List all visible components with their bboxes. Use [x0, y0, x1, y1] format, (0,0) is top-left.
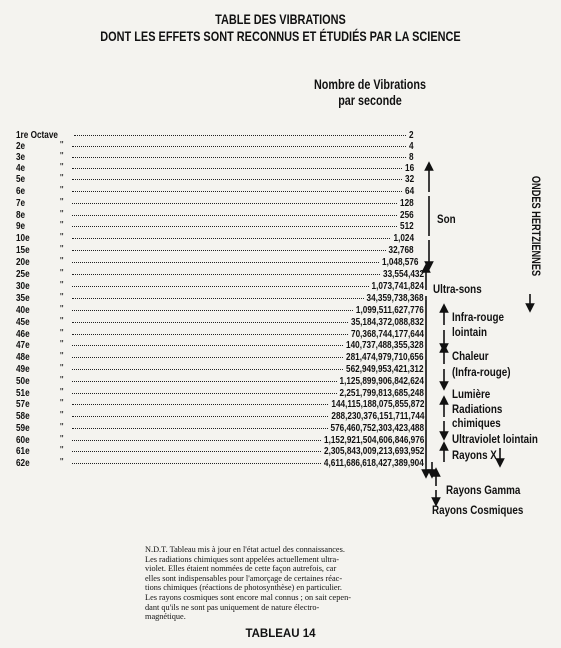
- page-title: TABLE DES VIBRATIONS: [215, 11, 346, 27]
- ditto-mark: ": [60, 304, 64, 315]
- ditto-mark: ": [60, 280, 64, 291]
- vibration-value: 512: [400, 221, 414, 232]
- octave-label: 10e: [16, 233, 30, 244]
- octave-label: 61e: [16, 446, 30, 457]
- octave-label: 1re Octave: [16, 130, 58, 141]
- octave-label: 3e: [16, 152, 26, 163]
- label-chaleur-infra-rouge: (Infra-rouge): [452, 365, 511, 379]
- octave-label: 5e: [16, 174, 26, 185]
- ditto-mark: ": [60, 220, 64, 231]
- octave-label: 6e: [16, 186, 26, 197]
- ditto-mark: ": [60, 457, 64, 468]
- ditto-mark: ": [60, 375, 64, 386]
- label-chaleur: Chaleur: [452, 349, 489, 363]
- vibration-value: 144,115,188,075,855,872: [330, 399, 424, 410]
- ditto-mark: ": [60, 434, 64, 445]
- ditto-mark: ": [60, 185, 64, 196]
- footer-caption: TABLEAU 14: [245, 628, 316, 640]
- column-header-sub: par seconde: [338, 93, 402, 108]
- octave-label: 25e: [16, 269, 30, 280]
- translator-note: [145, 545, 430, 622]
- vibration-value: 1,073,741,824: [371, 281, 424, 292]
- ditto-mark: ": [60, 162, 64, 173]
- vibration-value: 281,474,979,710,656: [346, 352, 424, 363]
- octave-label: 60e: [16, 435, 30, 446]
- vibration-value: 35,184,372,088,832: [351, 317, 424, 328]
- label-son: Son: [437, 212, 456, 226]
- ditto-mark: ": [60, 422, 64, 433]
- ditto-mark: ": [60, 351, 64, 362]
- note-line: dant qu'ils ne sont pas uniquement de nature électro-: [145, 602, 320, 612]
- note-line: Les rayons cosmiques sont encore mal connus ; on sait cepen-: [145, 592, 351, 602]
- note-line: violet. Elles étaient nommées de cette façon autrefois, car: [145, 564, 337, 574]
- vibration-value: 32,768: [388, 245, 414, 256]
- ditto-mark: ": [60, 316, 64, 327]
- label-radiations: Radiations: [452, 402, 503, 416]
- vibration-value: 1,152,921,504,606,846,976: [323, 435, 424, 446]
- octave-label: 40e: [16, 305, 30, 316]
- vibration-value: 140,737,488,355,328: [346, 340, 424, 351]
- ditto-mark: ": [60, 410, 64, 421]
- vibration-value: 2: [409, 130, 414, 141]
- ditto-mark: ": [60, 363, 64, 374]
- octave-label: 57e: [16, 399, 30, 410]
- label-radiations-chimiques: chimiques: [452, 416, 501, 430]
- ditto-mark: ": [60, 173, 64, 184]
- note-line: elles sont indispensables pour l'amorçage de certaines réac-: [145, 573, 343, 583]
- octave-label: 50e: [16, 376, 30, 387]
- vibration-value: 16: [404, 163, 414, 174]
- label-rayons-x: Rayons X: [452, 448, 497, 462]
- vibration-value: 1,048,576: [381, 257, 418, 268]
- ditto-mark: ": [60, 232, 64, 243]
- vibration-value: 32: [404, 174, 414, 185]
- octave-label: 51e: [16, 388, 30, 399]
- octave-label: 46e: [16, 329, 30, 340]
- vibration-value: 8: [409, 152, 414, 163]
- note-line: N.D.T. Tableau mis à jour en l'état actuel des connaissances.: [145, 545, 345, 554]
- vibration-value: 288,230,376,151,711,744: [330, 411, 424, 422]
- ditto-mark: ": [60, 387, 64, 398]
- ditto-mark: ": [60, 398, 64, 409]
- note-line: Les radiations chimiques sont appelées actuellement ultra-: [145, 554, 339, 564]
- label-ultraviolet: Ultraviolet lointain: [452, 432, 538, 446]
- vibration-value: 70,368,744,177,644: [351, 329, 424, 340]
- vibration-value: 576,460,752,303,423,488: [330, 423, 424, 434]
- ditto-mark: ": [60, 197, 64, 208]
- ditto-mark: ": [60, 209, 64, 220]
- label-rayons-cosmiques: Rayons Cosmiques: [432, 503, 524, 517]
- octave-label: 2e: [16, 141, 26, 152]
- ditto-mark: ": [60, 256, 64, 267]
- ditto-mark: ": [60, 292, 64, 303]
- label-infra-rouge-lointain: lointain: [452, 325, 487, 339]
- note-line: tions chimiques (réactions de photosynthèse) en particulier.: [145, 583, 342, 593]
- octave-label: 15e: [16, 245, 30, 256]
- vibration-value: 34,359,738,368: [366, 293, 424, 304]
- octave-label: 59e: [16, 423, 30, 434]
- label-lumiere: Lumière: [452, 387, 491, 401]
- octave-label: 4e: [16, 163, 26, 174]
- octave-label: 8e: [16, 210, 26, 221]
- ditto-mark: ": [60, 151, 64, 162]
- vibration-value: 64: [404, 186, 414, 197]
- ditto-mark: ": [60, 268, 64, 279]
- ditto-mark: ": [60, 244, 64, 255]
- octave-label: 62e: [16, 458, 30, 469]
- octave-label: 30e: [16, 281, 30, 292]
- vibration-value: 562,949,953,421,312: [346, 364, 424, 375]
- vibration-value: 33,554,432: [382, 269, 424, 280]
- note-line: magnétique.: [145, 612, 186, 622]
- ditto-mark: ": [60, 445, 64, 456]
- octave-label: 49e: [16, 364, 30, 375]
- vibration-value: 1,125,899,906,842,624: [339, 376, 424, 387]
- octave-label: 35e: [16, 293, 30, 304]
- ditto-mark: ": [60, 328, 64, 339]
- octave-label: 9e: [16, 221, 26, 232]
- label-rayons-gamma: Rayons Gamma: [446, 483, 521, 497]
- ditto-mark: ": [60, 339, 64, 350]
- vibration-value: 256: [400, 210, 414, 221]
- octave-label: 7e: [16, 198, 26, 209]
- label-ondes-hertziennes: ONDES HERTZIENNES: [529, 175, 541, 277]
- vibration-value: 1,099,511,627,776: [356, 305, 424, 316]
- octave-label: 45e: [16, 317, 30, 328]
- vibration-value: 2,305,843,009,213,693,952: [323, 446, 424, 457]
- label-ultra-sons: Ultra-sons: [433, 282, 482, 296]
- vibration-value: 2,251,799,813,685,248: [339, 388, 424, 399]
- vibration-value: 1,024: [393, 233, 414, 244]
- octave-label: 20e: [16, 257, 30, 268]
- vibration-value: 4: [409, 141, 414, 152]
- vibration-value: 4,611,686,618,427,389,904: [324, 458, 424, 469]
- column-header: Nombre de Vibrations: [313, 77, 427, 92]
- label-infra-rouge: Infra-rouge: [452, 310, 504, 324]
- vibration-value: 128: [400, 198, 414, 209]
- ditto-mark: ": [60, 140, 64, 151]
- octave-label: 48e: [16, 352, 30, 363]
- octave-label: 58e: [16, 411, 30, 422]
- octave-label: 47e: [16, 340, 30, 351]
- page-subtitle: DONT LES EFFETS SONT RECONNUS ET ÉTUDIÉS PAR LA SCIENCE: [100, 28, 461, 44]
